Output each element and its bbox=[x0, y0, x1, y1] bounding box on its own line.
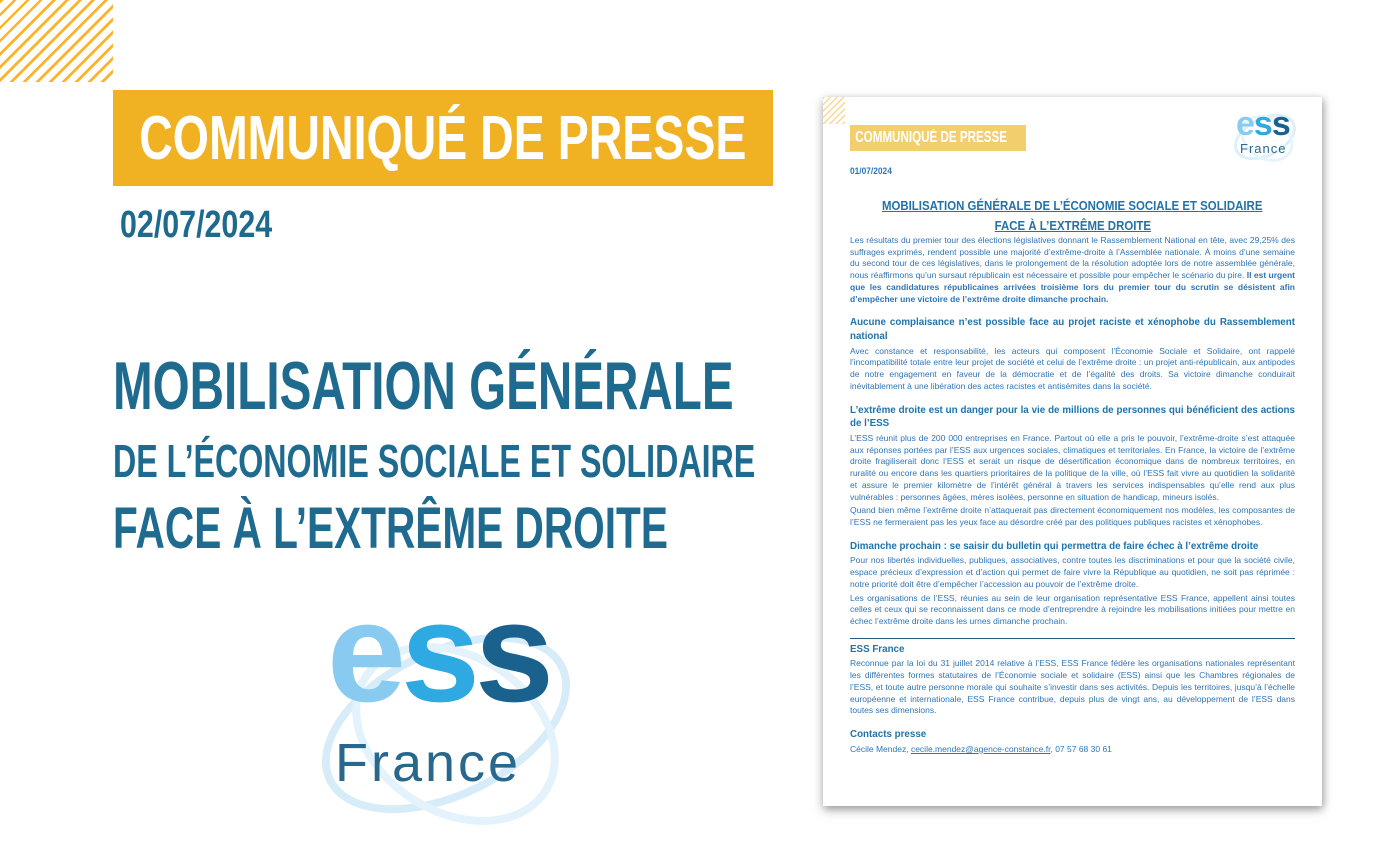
logo-letter-s1: s bbox=[400, 573, 475, 732]
doc-press-badge bbox=[850, 125, 1026, 151]
doc-section-2-paragraph: L’ESS réunit plus de 200 000 entreprises en France. Partout où elle a pris le pouvoir, l’extrême-droite s’est attaquée aux réponses portées par l’ESS aux urgences sociales, climatiques et territoriales. En France, la victoire de l’extrême droite fragiliserait donc l’ESS et serait un risque de désertification économique dans de nombreux territoires, en ruralité ou encore dans les quartiers prioritaires de la politique de la ville, où l’ESS fait vivre au quotidien la solidarité et assure le premier kilomètre de l’intérêt général à travers les services indispensables qu’elle rend aux plus vulnérables : personnes âgées, mères isolées, personne en situation de handicap, mineurs isolés. bbox=[850, 433, 1295, 502]
doc-title-line-2: FACE À L’EXTRÊME DROITE bbox=[994, 217, 1151, 233]
doc-section-2-paragraph: Quand bien même l’extrême droite n’attaquerait pas directement économiquement nos modèles, les composantes de l’ESS ne fermeraient pas les yeux face au désordre créé par des politiques publiques racistes et xénophobes. bbox=[850, 505, 1295, 528]
doc-contact-email-link[interactable]: cecile.mendez@agence-constance.fr bbox=[910, 743, 1051, 754]
logo-letter-s2: s bbox=[474, 573, 549, 732]
doc-title-line-1: MOBILISATION GÉNÉRALE DE L’ÉCONOMIE SOCIALE ET SOLIDAIRE bbox=[882, 198, 1263, 213]
doc-about-paragraph: Reconnue par la loi du 31 juillet 2014 relative à l’ESS, ESS France fédère les organisations nationales représentant les différentes formes statutaires de l’Économie sociale et solidaire (ESS) ainsi que les Chambres régionales de l’ESS, et toute autre personne morale qui souhaite s’investir dans ses activités. Depuis les territoires, jusqu’à l’échelle européenne et internationale, ESS France contribue, depuis plus de vingt ans, au développement de l’ESS dans toutes ses dimensions. bbox=[850, 658, 1295, 716]
logo-letter-e: e bbox=[1236, 105, 1254, 143]
doc-section-3-heading: Dimanche prochain : se saisir du bulletin qui permettra de faire échec à l’extrême droite bbox=[850, 540, 1259, 552]
doc-contacts-heading: Contacts presse bbox=[850, 729, 927, 741]
press-release-banner bbox=[113, 90, 773, 186]
doc-title bbox=[850, 196, 1295, 235]
doc-section-1-heading: Aucune complaisance n’est possible face au projet raciste et xénophobe du Rassemblement national bbox=[850, 317, 1295, 343]
doc-date: 01/07/2024 bbox=[850, 166, 892, 177]
doc-section-3-paragraph: Les organisations de l’ESS, réunies au sein de leur organisation représentative ESS France, appellent ainsi toutes celles et ceux qui se reconnaissent dans ce mode d’entreprendre à rejoindre les mobilisations initiées pour mettre en échec l’extrême droite dans les urnes dimanche prochain. bbox=[850, 592, 1295, 627]
ess-france-logo bbox=[295, 573, 595, 820]
logo-letter-s1: s bbox=[1253, 105, 1272, 143]
doc-content bbox=[850, 97, 1295, 763]
release-date: 02/07/2024 bbox=[120, 204, 273, 246]
logo-letter-s2: s bbox=[1271, 105, 1290, 143]
headline-line-3: FACE À L’EXTRÊME DROITE bbox=[113, 496, 668, 561]
doc-logo-subtitle: France bbox=[1240, 141, 1287, 156]
press-release-document-page bbox=[823, 97, 1322, 806]
doc-intro-regular: Les résultats du premier tour des élections législatives donnant le Rassemblement National en tête, avec 29,25% des suffrages exprimés, rendent possible une majorité d’extrême-droite à l’Assemblée nationale. À moins d’une semaine du second tour de ces législatives, dans le prolongement de la résolution adoptée lors de notre assemblée générale, nous réaffirmons qu’un sursaut républicain est nécessaire et possible pour empêcher le scénario du pire. bbox=[850, 235, 1295, 281]
doc-about-heading: ESS France bbox=[850, 643, 905, 655]
decorative-stripes bbox=[0, 0, 113, 82]
headline-line-2: DE L’ÉCONOMIE SOCIALE ET SOLIDAIRE bbox=[113, 435, 756, 487]
logo-wordmark bbox=[327, 573, 549, 732]
headline-line-1: MOBILISATION GÉNÉRALE bbox=[113, 348, 734, 424]
doc-section-3-paragraph: Pour nos libertés individuelles, publiques, associatives, contre toutes les discriminations et pour que la société civile, espace précieux d’expression et d’action qui permet de faire vivre la République au quotidien, ne soit pas réprimée : notre priorité doit être d’empêcher l’accession au pouvoir de l’extrême droite. bbox=[850, 555, 1295, 589]
doc-press-badge-label: COMMUNIQUÉ DE PRESSE bbox=[855, 129, 1008, 146]
logo-letter-e: e bbox=[327, 573, 401, 732]
doc-decorative-stripes bbox=[823, 97, 845, 124]
doc-contact-phone: , 07 57 68 30 61 bbox=[1050, 743, 1112, 754]
doc-section-1-paragraph: Avec constance et responsabilité, les acteurs qui composent l’Économie Sociale et Solidaire, ont rappelé l’incompatibilité totale entre leur projet de société et celui de l’extrême droite : un projet anti-républicain, aux antipodes de notre engagement en faveur de la démocratie et de l’égalité des droits. Sa victoire dimanche conduirait inévitablement à une libération des actes racistes et antisémites dans la société. bbox=[850, 345, 1295, 391]
doc-intro-bold: Il est urgent que les candidatures républicaines arrivées troisième lors du premier tour du scrutin se désistent afin d’empêcher une victoire de l’extrême droite dimanche prochain. bbox=[850, 270, 1295, 304]
doc-contact-line bbox=[850, 744, 1295, 756]
doc-contact-name: Cécile Mendez, bbox=[850, 743, 911, 754]
logo-subtitle: France bbox=[335, 733, 522, 793]
doc-intro-paragraph bbox=[850, 235, 1295, 305]
press-release-banner-label: COMMUNIQUÉ DE PRESSE bbox=[139, 103, 747, 173]
doc-section-2-heading: L’extrême droite est un danger pour la vie de millions de personnes qui bénéficient des actions de l’ESS bbox=[850, 404, 1295, 430]
doc-divider bbox=[850, 638, 1295, 639]
